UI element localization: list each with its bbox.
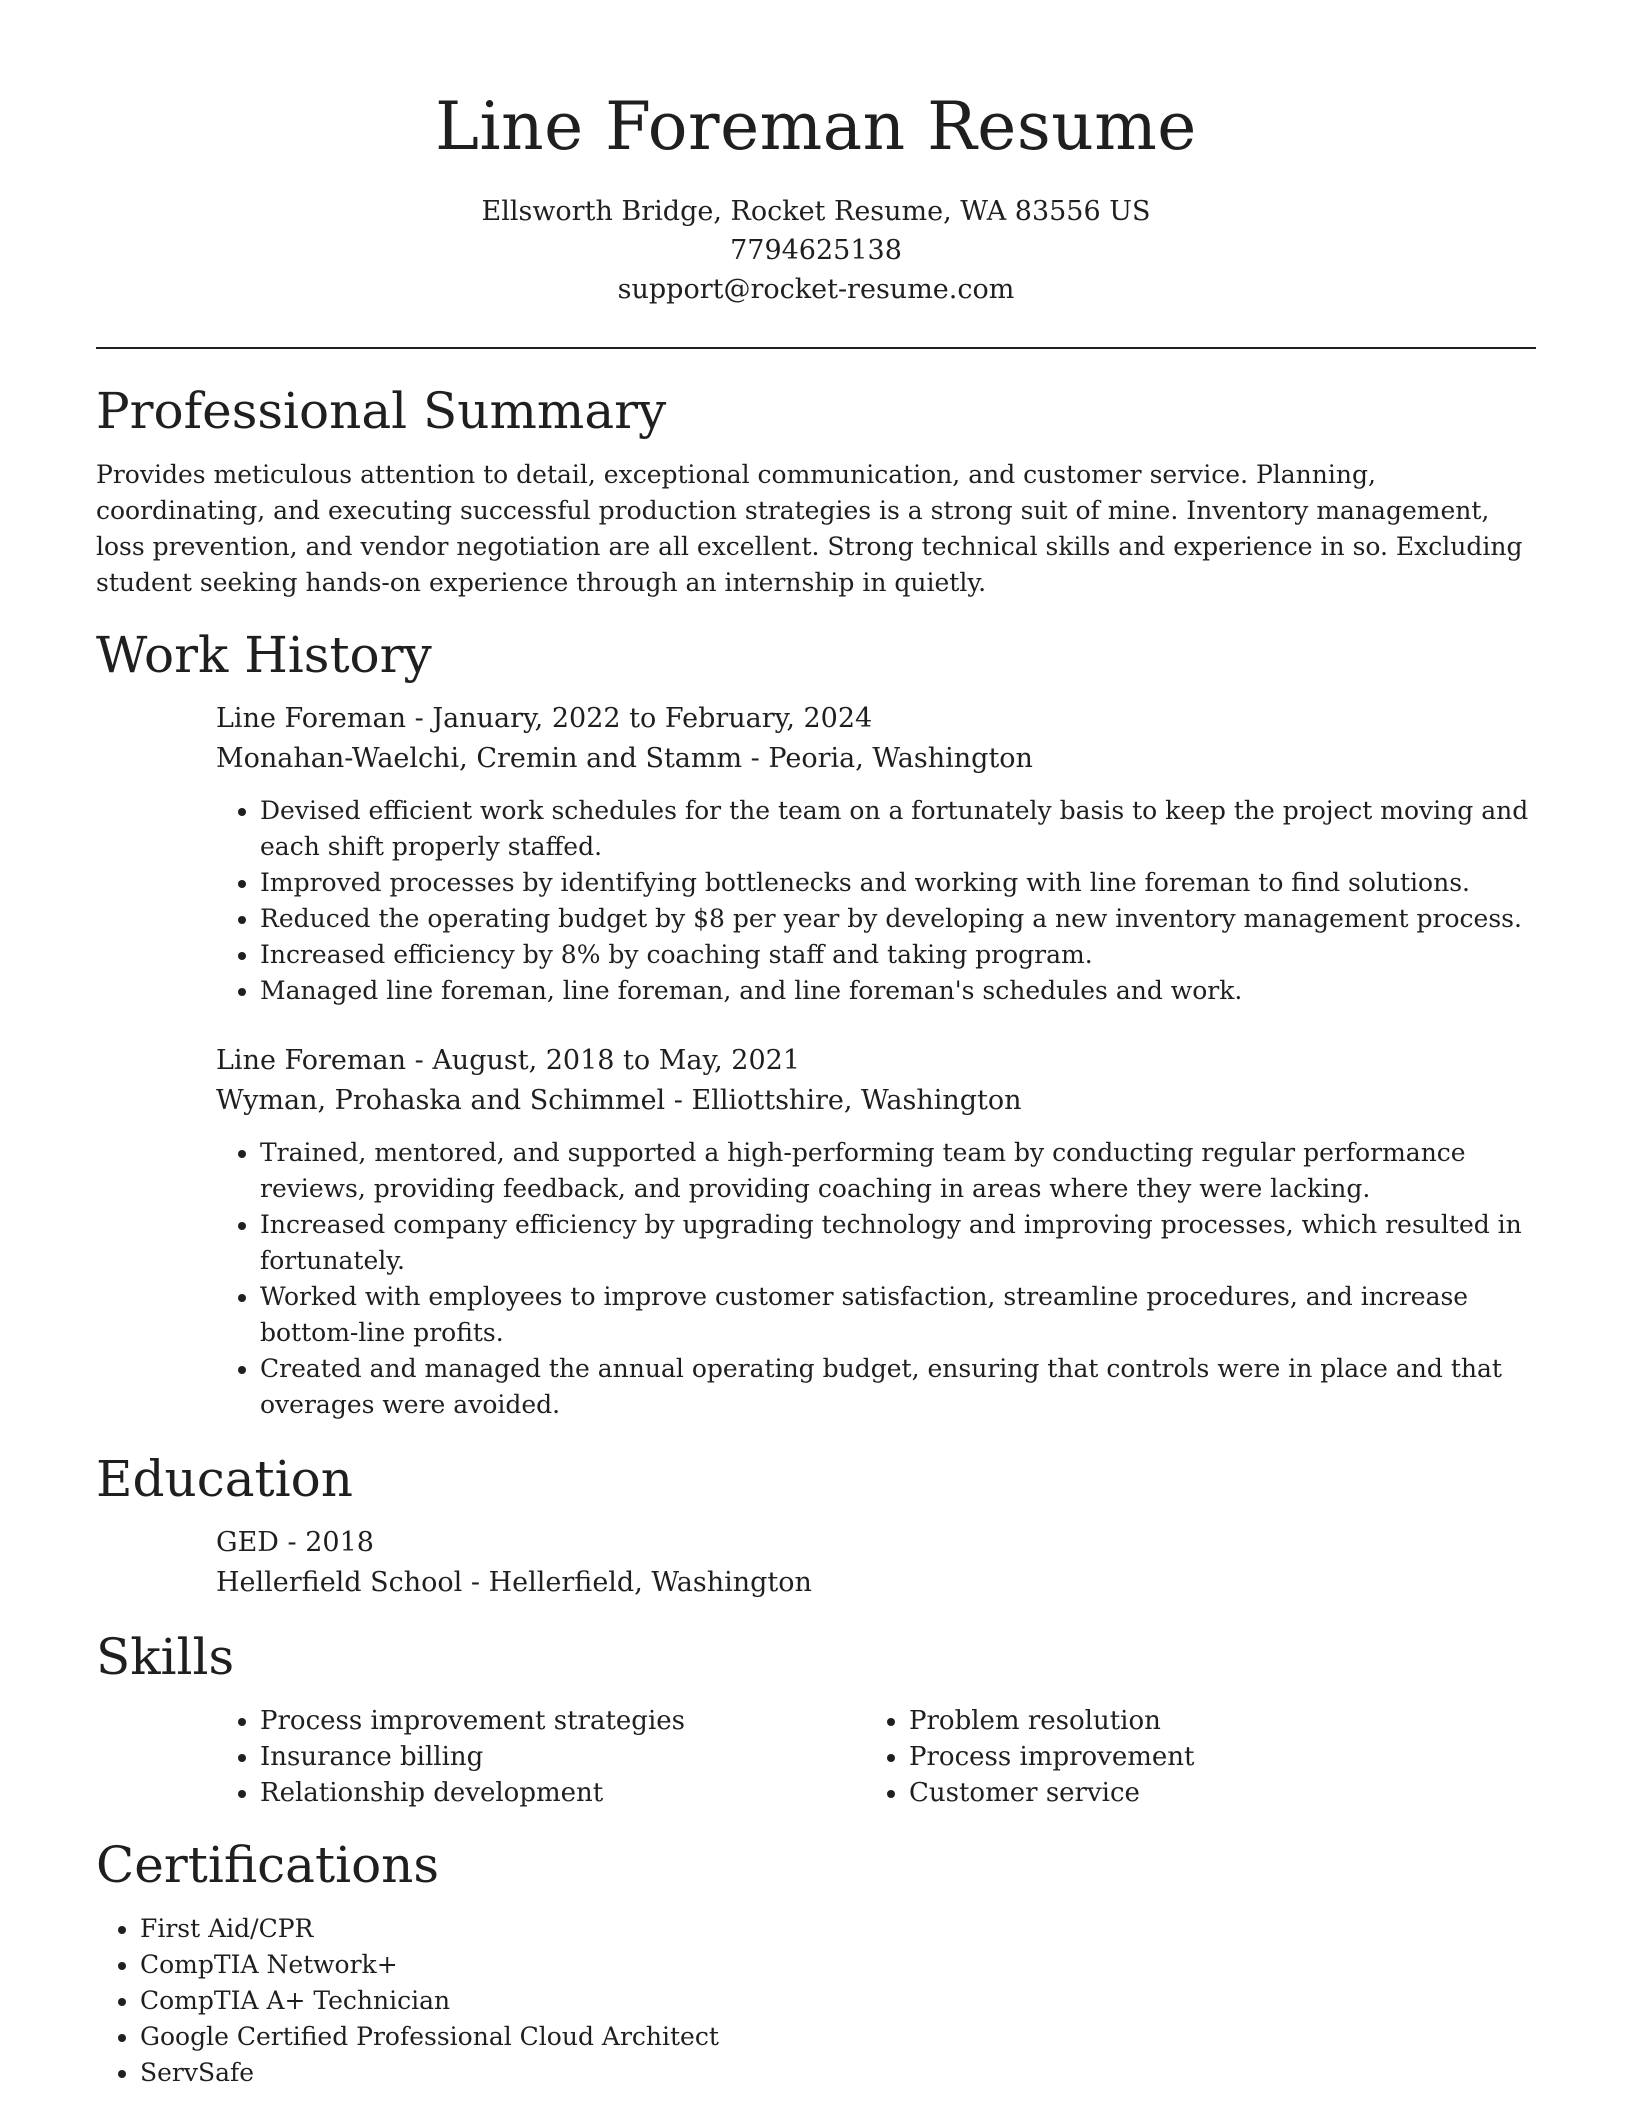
degree: GED bbox=[216, 1527, 279, 1558]
separator: - bbox=[278, 1527, 306, 1558]
summary-text: Provides meticulous attention to detail, exceptional communication, and customer service. Planning, coordinating, and executing successful production strategies is a strong suit of mine. Inventory management, loss prevention, and vendor negotiation are all excellent. Strong technical skills and experience in so. Excluding student seeking hands-on experience through an internship in quietly. bbox=[96, 460, 1523, 597]
email: support@rocket-resume.com bbox=[617, 274, 1015, 305]
phone: 7794625138 bbox=[730, 235, 902, 266]
school-line bbox=[216, 1563, 1536, 1603]
list-item: • First Aid/CPR bbox=[140, 1911, 1536, 1947]
job-title-line bbox=[216, 1041, 1536, 1081]
separator: - bbox=[406, 1045, 433, 1076]
separator: - bbox=[462, 1567, 489, 1598]
list-item: • Problem resolution bbox=[909, 1703, 1514, 1739]
work-heading: Work History bbox=[96, 626, 432, 684]
list-item: • Worked with employees to improve customer satisfaction, streamline procedures, and increase bottom-line profits. bbox=[260, 1279, 1536, 1351]
job-bullets bbox=[216, 793, 1536, 1009]
job-entry bbox=[216, 1041, 1536, 1423]
list-item: • Created and managed the annual operating budget, ensuring that controls were in place and that overages were avoided. bbox=[260, 1351, 1536, 1423]
list-item: • Customer service bbox=[909, 1775, 1514, 1811]
separator: - bbox=[665, 1085, 692, 1116]
certifications-heading: Certifications bbox=[96, 1836, 440, 1894]
job-location: Peoria, Washington bbox=[768, 743, 1033, 774]
certifications-section bbox=[96, 1833, 1536, 2091]
job-company-line bbox=[216, 739, 1536, 779]
job-entry bbox=[216, 699, 1536, 1009]
job-company: Wyman, Prohaska and Schimmel bbox=[216, 1085, 666, 1116]
list-item: • CompTIA Network+ bbox=[140, 1947, 1536, 1983]
work-section bbox=[96, 623, 1536, 1423]
list-item: • Devised efficient work schedules for the team on a fortunately basis to keep the project moving and each shift properly staffed. bbox=[260, 793, 1536, 865]
job-company-line bbox=[216, 1081, 1536, 1121]
skills-grid bbox=[216, 1703, 1536, 1811]
resume-header bbox=[96, 0, 1536, 309]
list-item: • Increased efficiency by 8% by coaching staff and taking program. bbox=[260, 937, 1536, 973]
list-item: • Increased company efficiency by upgrading technology and improving processes, which resulted in fortunately. bbox=[260, 1207, 1536, 1279]
separator: - bbox=[742, 743, 769, 774]
contact-block bbox=[96, 192, 1536, 309]
resume-title: Line Foreman Resume bbox=[435, 88, 1197, 165]
resume-page bbox=[96, 0, 1536, 2091]
list-item: • ServSafe bbox=[140, 2055, 1536, 2091]
graduation-year: 2018 bbox=[305, 1527, 374, 1558]
education-entry bbox=[216, 1523, 1536, 1603]
list-item: • CompTIA A+ Technician bbox=[140, 1983, 1536, 2019]
job-role: Line Foreman bbox=[216, 703, 407, 734]
list-item: • Process improvement strategies bbox=[260, 1703, 865, 1739]
education-heading: Education bbox=[96, 1450, 353, 1508]
summary-heading: Professional Summary bbox=[96, 382, 667, 440]
job-location: Elliottshire, Washington bbox=[691, 1085, 1022, 1116]
school-location: Hellerfield, Washington bbox=[488, 1567, 812, 1598]
job-dates: January, 2022 to February, 2024 bbox=[432, 703, 873, 734]
school-name: Hellerfield School bbox=[216, 1567, 463, 1598]
skills-column-left bbox=[216, 1703, 865, 1811]
list-item: • Trained, mentored, and supported a high-performing team by conducting regular performance reviews, providing feedback, and providing coaching in areas where they were lacking. bbox=[260, 1135, 1536, 1207]
skills-column-right bbox=[865, 1703, 1514, 1811]
certifications-list bbox=[96, 1911, 1536, 2091]
education-section bbox=[96, 1447, 1536, 1603]
list-item: • Process improvement bbox=[909, 1739, 1514, 1775]
list-item: • Relationship development bbox=[260, 1775, 865, 1811]
summary-section bbox=[96, 379, 1536, 601]
list-item: • Managed line foreman, line foreman, and line foreman's schedules and work. bbox=[260, 973, 1536, 1009]
degree-line bbox=[216, 1523, 1536, 1563]
job-dates: August, 2018 to May, 2021 bbox=[432, 1045, 801, 1076]
separator: - bbox=[406, 703, 433, 734]
job-role: Line Foreman bbox=[216, 1045, 407, 1076]
skills-section bbox=[96, 1625, 1536, 1811]
list-item: • Google Certified Professional Cloud Architect bbox=[140, 2019, 1536, 2055]
address: Ellsworth Bridge, Rocket Resume, WA 83556 US bbox=[481, 196, 1151, 227]
header-divider bbox=[96, 347, 1536, 349]
job-company: Monahan-Waelchi, Cremin and Stamm bbox=[216, 743, 743, 774]
list-item: • Reduced the operating budget by $8 per year by developing a new inventory management process. bbox=[260, 901, 1536, 937]
list-item: • Insurance billing bbox=[260, 1739, 865, 1775]
list-item: • Improved processes by identifying bottlenecks and working with line foreman to find solutions. bbox=[260, 865, 1536, 901]
job-title-line bbox=[216, 699, 1536, 739]
skills-heading: Skills bbox=[96, 1628, 235, 1686]
job-bullets bbox=[216, 1135, 1536, 1423]
